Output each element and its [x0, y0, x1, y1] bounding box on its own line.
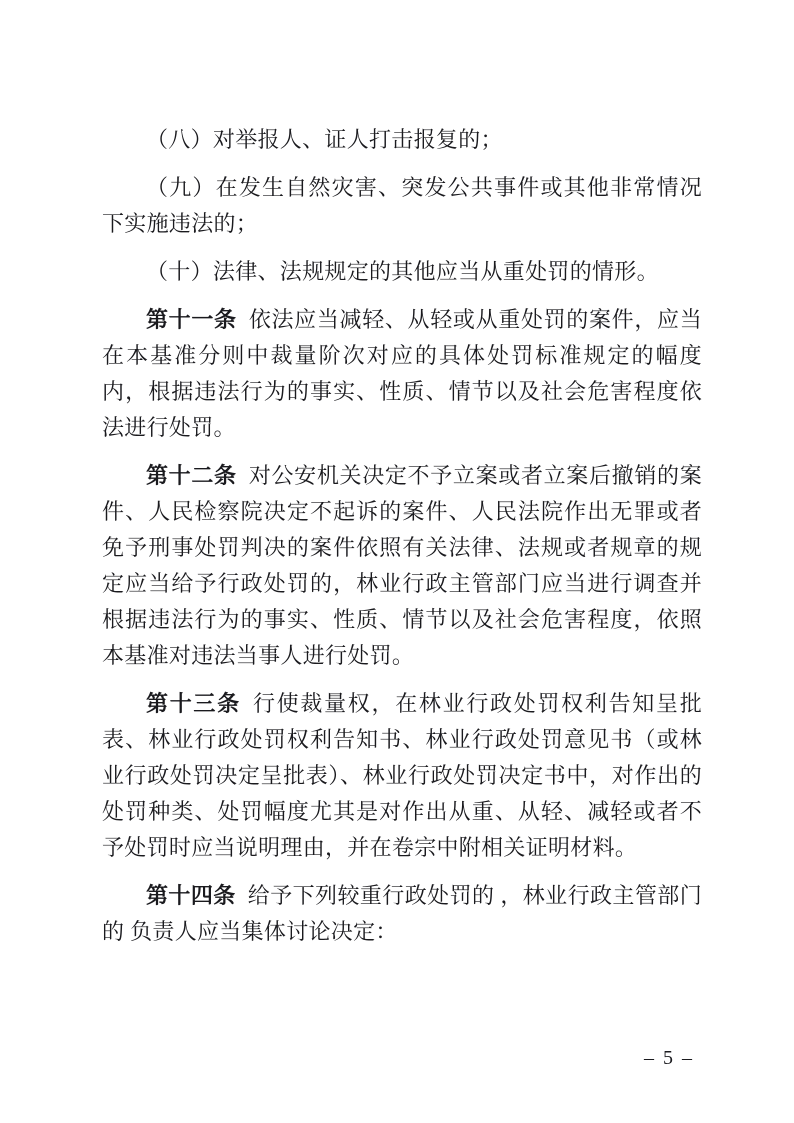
article-number: 第十三条: [146, 691, 241, 716]
article-12: [102, 458, 702, 674]
article-11: [102, 302, 702, 446]
article-number: 第十四条: [146, 883, 236, 908]
paragraph-text: （八）对举报人、证人打击报复的；: [146, 127, 503, 152]
paragraph-text: （九）在发生自然灾害、突发公共事件或其他非常情况下实施违法的；: [102, 175, 702, 236]
paragraph-text: 对公安机关决定不予立案或者立案后撤销的案件、人民检察院决定不起诉的案件、人民法院作出无罪或者免予刑事处罚判决的案件依照有关法律、法规或者规章的规定应当给予行政处罚的，林业行政主管部门应当进行调查并根据违法行为的事实、性质、情节以及社会危害程度，依照本基准对违法当事人进行处罚。: [102, 463, 702, 668]
paragraph-text: 依法应当减轻、从轻或从重处罚的案件，应当在本基准分则中裁量阶次对应的具体处罚标准规定的幅度内，根据违法行为的事实、性质、情节以及社会危害程度依法进行处罚。: [102, 307, 702, 440]
paragraph-text: 给予下列较重行政处罚的 ，林业行政主管部门的 负责人应当集体讨论决定：: [102, 883, 702, 944]
paragraph-text: 行使裁量权，在林业行政处罚权利告知呈批表、林业行政处罚权利告知书、林业行政处罚意见书（或林业行政处罚决定呈批表）、林业行政处罚决定书中，对作出的处罚种类、处罚幅度尤其是对作出从重、从轻、减轻或者不予处罚时应当说明理由，并在卷宗中附相关证明材料。: [102, 691, 703, 860]
article-number: 第十一条: [146, 307, 237, 332]
document-body: [102, 122, 702, 962]
article-13: [102, 686, 702, 866]
clause-item-8: [102, 122, 702, 158]
page-number: – 5 –: [644, 1047, 694, 1069]
article-number: 第十二条: [146, 463, 237, 488]
clause-item-10: [102, 254, 702, 290]
paragraph-text: （十）法律、法规规定的其他应当从重处罚的情形。: [146, 259, 659, 284]
clause-item-9: [102, 170, 702, 242]
article-14: [102, 878, 702, 950]
